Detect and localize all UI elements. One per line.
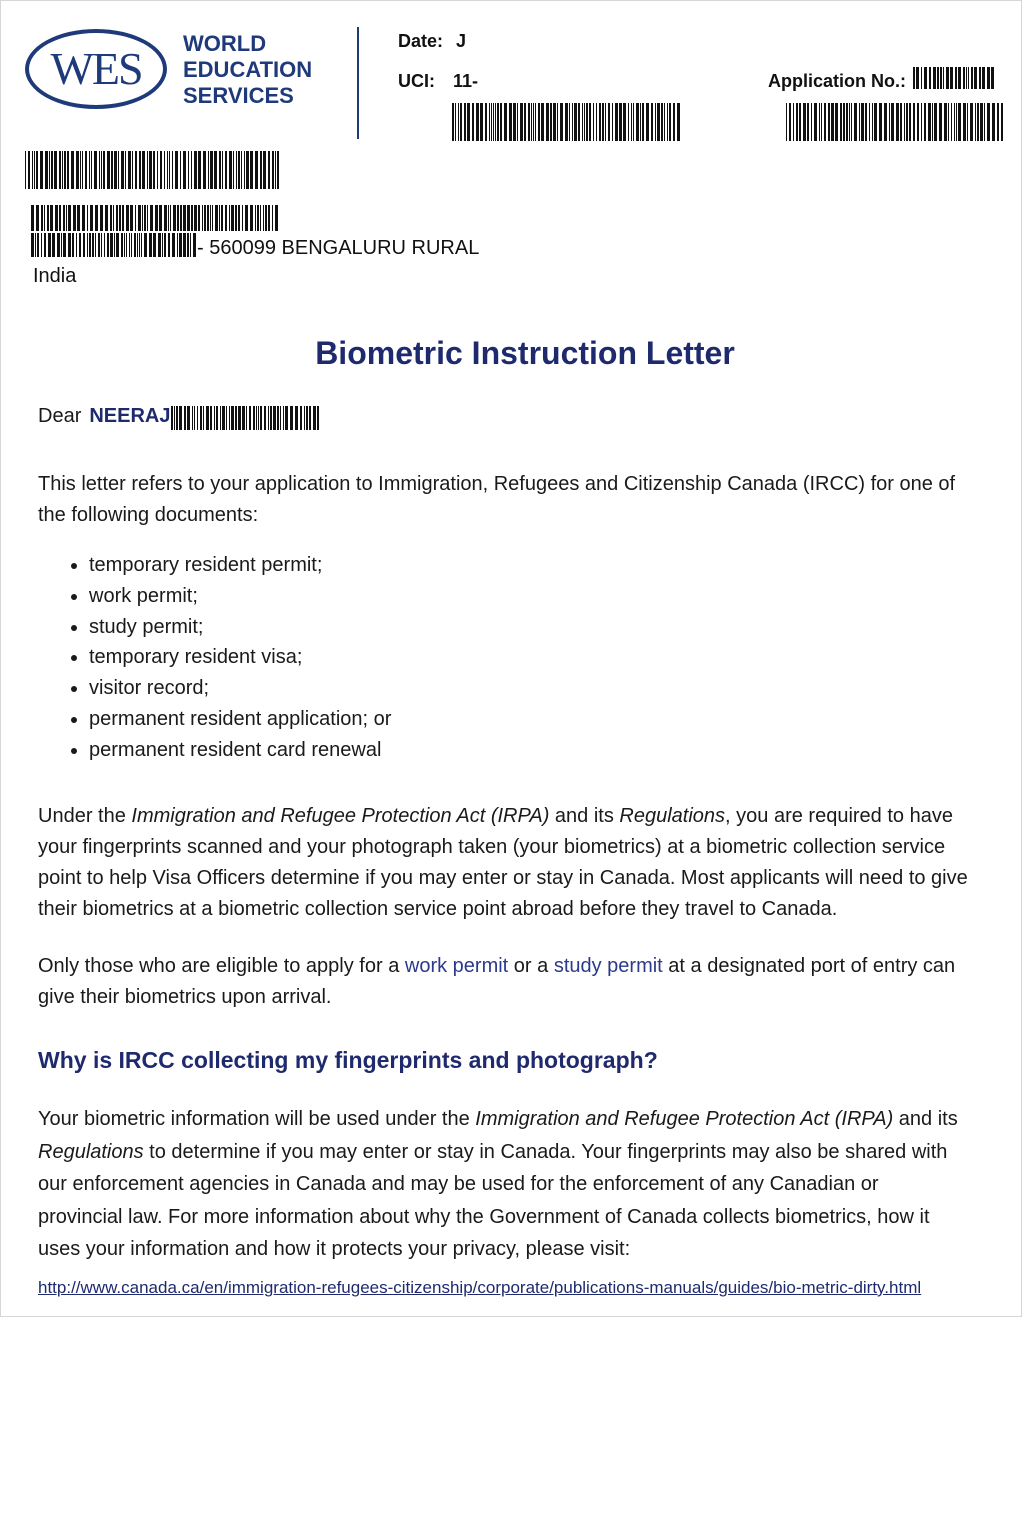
irpa-text-2: and its [549,805,620,827]
why-heading: Why is IRCC collecting my fingerprints and photograph? [38,1047,658,1073]
application-no-redaction [913,67,995,89]
wes-logo [25,29,167,109]
why-paragraph [38,1103,963,1266]
intro-paragraph: This letter refers to your application to Immigration, Refugees and Citizenship Canada (IRCC) for one of the following documents: [38,473,956,526]
recipient-name-redaction [171,406,319,430]
list-item: • visitor record; [89,673,391,704]
date-value: J [456,31,467,51]
why-text-2: and its [893,1108,958,1130]
org-name [183,31,312,109]
recipient-name: NEERAJ [89,405,171,427]
list-item: • study permit; [89,612,391,643]
irpa-regulations: Regulations [619,805,726,827]
why-text-1: Your biometric information will be used under the [38,1108,476,1130]
irpa-text-1: Under the [38,805,132,827]
work-permit-link[interactable]: work permit [404,955,509,977]
org-name-line-3: SERVICES [183,83,294,108]
list-item: • work permit; [89,581,391,612]
port-of-entry-paragraph [38,951,988,1013]
why-regulations: Regulations [38,1140,144,1163]
barcode-application [786,103,1003,141]
wes-logo-text: WES [50,43,142,94]
irpa-text-3: , you are required to have your fingerprints scanned and your photograph taken (your biometrics) at a biometric collection service point to help Visa Officers determine if you may enter or stay in Canada. Most applicants will need to give their biometrics at a biometric collection service point abroad before they travel to Canada. [38,805,968,920]
why-act-name: Immigration and Refugee Protection Act (IRPA) [475,1108,894,1130]
application-no-label: Application No.: [768,71,906,91]
list-item: • temporary resident permit; [89,550,391,581]
salutation [38,405,171,428]
letter-title: Biometric Instruction Letter [315,335,735,371]
biometrics-info-link[interactable]: http://www.canada.ca/en/immigration-refugees-citizenship/corporate/publications-manuals/guides/bio-metric-dirty.html [38,1278,922,1297]
list-item: • temporary resident visa; [89,642,391,673]
list-item: • permanent resident application; or [89,704,391,735]
address-country: India [33,265,77,287]
barcode-uci [452,103,682,141]
list-item: • permanent resident card renewal [89,735,391,766]
address-redaction-2 [31,233,197,257]
port-text-3: at a designated port of entry can give their biometrics upon arrival. [38,955,956,1008]
date-label: Date: [398,31,444,51]
salutation-word: Dear [38,405,82,427]
org-name-line-2: EDUCATION [183,57,313,82]
port-text-1: Only those who are eligible to apply for a [38,955,405,977]
why-text-3: to determine if you may enter or stay in Canada. Your fingerprints may also be shared with our enforcement agencies in Canada and may be used for the enforcement of any Canadian or provincial law. For more information about why the Government of Canada collects biometrics, how it uses your information and how it protects your privacy, please visit: [38,1140,948,1260]
address-city: - 560099 BENGALURU RURAL [197,237,480,259]
uci-value: 11- [453,71,479,91]
barcode-recipient [25,151,279,189]
irpa-act-name: Immigration and Refugee Protection Act (IRPA) [131,805,550,827]
header-divider [357,27,359,139]
document-list [61,550,391,766]
org-name-line-1: WORLD [183,31,267,56]
irpa-paragraph [38,801,988,925]
port-text-2: or a [508,955,554,977]
address-redaction-1 [31,205,279,231]
uci-label: UCI: [398,71,435,91]
study-permit-link[interactable]: study permit [553,955,663,977]
